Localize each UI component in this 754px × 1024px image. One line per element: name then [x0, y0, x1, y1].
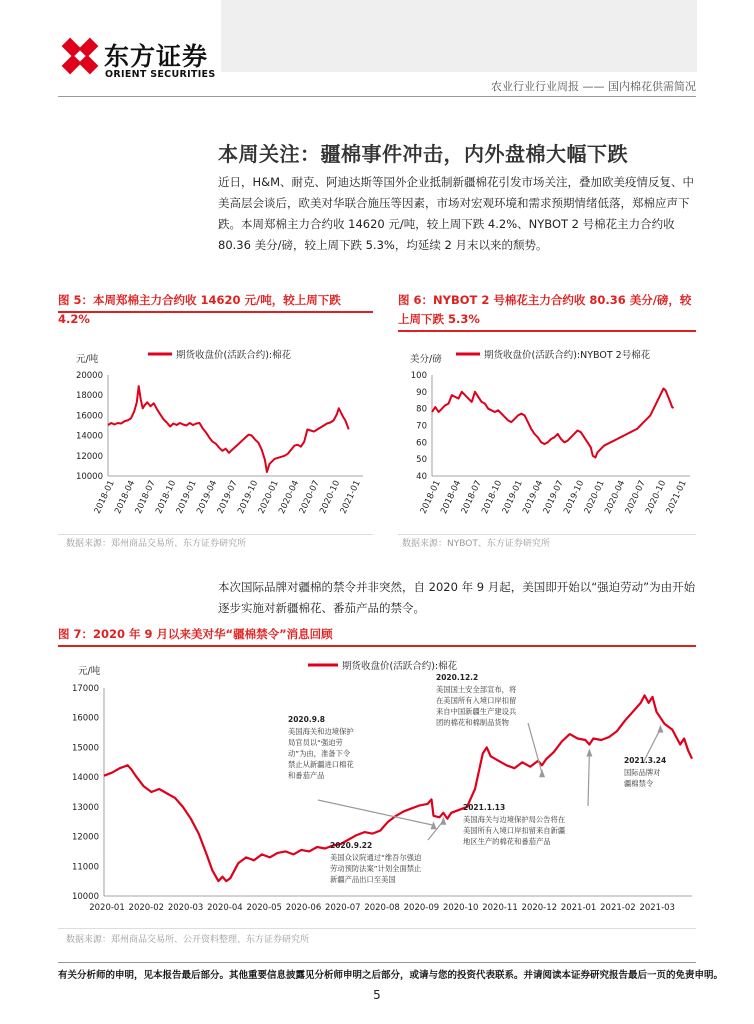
x-tick-label: 2019-10 — [236, 479, 261, 516]
x-tick-label: 2020-12 — [521, 903, 558, 913]
logo-english-name: ORIENT SECURITIES — [105, 69, 216, 80]
x-tick-label: 2020-04 — [603, 479, 628, 516]
x-tick-label: 2019-04 — [195, 479, 220, 516]
annotation-text: 劳动预防法案”计划全面禁止 — [330, 864, 422, 873]
x-tick-label: 2020-01 — [89, 903, 125, 913]
fig7-chart — [58, 650, 696, 922]
x-tick-label: 2020-06 — [285, 903, 322, 913]
annotation-text: 动”为由，准备下令 — [288, 749, 351, 758]
x-tick-label: 2018-04 — [439, 479, 464, 516]
x-tick-label: 2020-10 — [318, 479, 343, 516]
x-tick-label: 2018-10 — [154, 479, 179, 516]
annotation-arrow-head — [657, 725, 663, 733]
annotation-text: 在美国所有入境口岸扣留 — [436, 696, 517, 705]
annotation-text: 美国众议院通过“维吾尔强迫 — [330, 853, 422, 862]
logo-chinese-name: 东方证券 — [104, 42, 209, 71]
y-tick-label: 14000 — [71, 773, 99, 784]
y-tick-label: 12000 — [75, 451, 103, 462]
footer-disclaimer: 有关分析师的申明，见本报告最后部分。其他重要信息披露见分析师申明之后部分，或请与您的投资代表联系。并请阅读本证券研究报告最后一页的免责申明。 — [58, 970, 724, 981]
annotation-text: 美国海关和边境保护 — [288, 727, 354, 736]
x-tick-label: 2018-01 — [418, 479, 443, 516]
y-tick-label: 13000 — [71, 802, 99, 813]
x-tick-label: 2020-03 — [167, 903, 204, 913]
annotation-arrow-head — [586, 748, 592, 756]
footer-divider — [58, 962, 696, 963]
section-title: 本周关注：疆棉事件冲击，内外盘棉大幅下跌 — [218, 142, 628, 166]
fig6-source: 数据来源：NYBOT、东方证券研究所 — [402, 539, 550, 549]
x-tick-label: 2019-10 — [562, 479, 587, 516]
annotation-text: 美国所有入境口岸扣留来自新疆 — [463, 826, 566, 835]
fig7-legend-label: 期货收盘价(活跃合约):棉花 — [342, 661, 458, 672]
page-number: 5 — [373, 988, 381, 1002]
x-tick-label: 2020-09 — [403, 903, 440, 913]
fig7-rule — [58, 645, 696, 647]
x-tick-label: 2018-07 — [459, 479, 484, 516]
x-tick-label: 2020-10 — [644, 479, 669, 516]
x-tick-label: 2019-01 — [500, 479, 525, 516]
x-tick-label: 2020-10 — [442, 903, 479, 913]
x-tick-label: 2020-08 — [364, 903, 400, 913]
annotation-text: 美国国土安全部宣布，将 — [436, 685, 517, 694]
x-tick-label: 2020-07 — [623, 479, 648, 516]
y-tick-label: 15000 — [71, 743, 99, 754]
x-tick-label: 2021-02 — [600, 903, 636, 913]
x-tick-label: 2020-07 — [297, 479, 322, 516]
annotation-text: 地区生产的棉花和番茄产品 — [463, 837, 551, 846]
fig5-source: 数据来源：郑州商品交易所、东方证券研究所 — [66, 539, 247, 549]
x-tick-label: 2020-01 — [256, 479, 281, 516]
series-line — [108, 386, 349, 472]
header-banner — [221, 0, 697, 72]
x-tick-label: 2021-01 — [338, 479, 363, 516]
annotation-text: 国际品牌对 — [624, 768, 661, 777]
annotation-text: 疆棉禁令 — [624, 779, 654, 788]
y-tick-label: 14000 — [75, 431, 103, 442]
y-tick-label: 10000 — [75, 472, 103, 482]
annotation-arrow-head — [440, 817, 446, 825]
x-tick-label: 2020-11 — [482, 903, 518, 913]
fig7-source: 数据来源：郑州商品交易所、公开资料整理、东方证券研究所 — [66, 935, 310, 945]
fig5-title: 图 5：本周郑棉主力合约收 14620 元/吨，较上周下跌 4.2% — [58, 293, 341, 326]
header-divider — [58, 96, 696, 97]
x-tick-label: 2020-02 — [128, 903, 165, 913]
report-type: 农业行业行业周报 —— 国内棉花供需简况 — [491, 80, 696, 93]
series-line — [432, 389, 674, 458]
x-tick-label: 2020-01 — [582, 479, 607, 516]
x-tick-label: 2019-04 — [521, 479, 546, 516]
fig7-title: 图 7：2020 年 9 月以来美对华“疆棉禁令”消息回顾 — [58, 627, 333, 641]
x-tick-label: 2019-07 — [541, 479, 566, 516]
y-tick-label: 90 — [416, 387, 427, 398]
fig5-chart — [58, 330, 373, 530]
annotation-date: 2021.1.13 — [463, 803, 506, 812]
y-tick-label: 60 — [416, 438, 427, 449]
annotation-text: 禁止从新疆进口棉花 — [288, 760, 354, 769]
fig7-source-rule — [58, 928, 696, 929]
fig5-y-unit: 元/吨 — [76, 354, 99, 365]
y-tick-label: 20000 — [75, 371, 103, 381]
annotation-arrow — [588, 752, 589, 806]
intro-paragraph: 近日，H&M、耐克、阿迪达斯等国外企业抵制新疆棉花引发市场关注，叠加欧美疫情反复、中美高层会谈后，欧美对华联合施压等因素，市场对宏观环境和需求预期情绪低落，郑棉应声下跌。本周郑棉主力合约收 14620 元/吨，较上周下跌 4.2%、NYBOT 2 号棉花主力合约收 80.36 美分/磅，较上周下跌 5.3%，均延续 2 月末以来的颓势。 — [218, 175, 695, 252]
y-tick-label: 70 — [416, 421, 427, 432]
x-tick-label: 2021-01 — [664, 479, 689, 516]
x-tick-label: 2018-01 — [92, 479, 117, 516]
y-tick-label: 50 — [416, 455, 427, 466]
fig6-source-rule — [398, 534, 696, 535]
annotation-arrow-head — [539, 769, 545, 777]
fig6-title: 图 6：NYBOT 2 号棉花主力合约收 80.36 美分/磅，较上周下跌 5.3% — [398, 293, 692, 326]
y-tick-label: 12000 — [71, 832, 99, 843]
fig5-rule — [58, 311, 373, 313]
x-tick-label: 2020-04 — [207, 903, 243, 913]
x-tick-label: 2018-04 — [113, 479, 138, 516]
annotation-date: 2020.12.2 — [436, 673, 479, 682]
ban-paragraph: 本次国际品牌对疆棉的禁令并非突然，自 2020 年 9 月起，美国即开始以“强迫劳动”为由开始逐步实施对新疆棉花、番茄产品的禁令。 — [218, 580, 696, 615]
orient-securities-logo-icon — [58, 34, 102, 78]
y-tick-label: 16000 — [71, 713, 99, 724]
annotation-text: 团的棉花和棉制品货物 — [436, 718, 509, 727]
x-tick-label: 2020-07 — [325, 903, 361, 913]
x-tick-label: 2021-03 — [639, 903, 675, 913]
fig6-legend-label: 期货收盘价(活跃合约):NYBOT 2号棉花 — [484, 350, 651, 361]
fig7-y-unit: 元/吨 — [78, 666, 101, 677]
annotation-text: 和番茄产品 — [288, 771, 325, 780]
y-tick-label: 17000 — [71, 684, 99, 694]
annotation-date: 2020.9.8 — [288, 715, 326, 724]
fig6-chart — [398, 340, 696, 530]
y-tick-label: 40 — [416, 472, 427, 482]
y-tick-label: 18000 — [75, 391, 103, 402]
annotation-date: 2020.9.22 — [330, 841, 373, 850]
y-tick-label: 10000 — [71, 892, 99, 902]
fig5-legend-label: 期货收盘价(活跃合约):棉花 — [176, 350, 292, 361]
x-tick-label: 2019-07 — [215, 479, 240, 516]
annotation-text: 局官员以“强迫劳 — [288, 738, 343, 747]
annotation-text: 来自中国新疆生产建设兵 — [436, 707, 517, 716]
annotation-date: 2021.3.24 — [624, 756, 667, 765]
fig6-rule — [398, 330, 696, 332]
x-tick-label: 2021-01 — [560, 903, 597, 913]
x-tick-label: 2020-05 — [246, 903, 282, 913]
y-tick-label: 16000 — [75, 411, 103, 422]
annotation-arrow — [318, 800, 434, 825]
fig5-source-rule — [58, 534, 373, 535]
annotation-text: 美国海关与边境保护局公告将在 — [463, 815, 566, 824]
x-tick-label: 2020-04 — [277, 479, 302, 516]
y-tick-label: 11000 — [71, 862, 99, 873]
y-tick-label: 80 — [416, 404, 427, 415]
y-tick-label: 100 — [410, 371, 427, 381]
x-tick-label: 2018-10 — [480, 479, 505, 516]
x-tick-label: 2018-07 — [133, 479, 158, 516]
annotation-text: 新疆产品出口至美国 — [330, 875, 396, 884]
fig6-y-unit: 美分/磅 — [410, 354, 442, 365]
x-tick-label: 2019-01 — [174, 479, 199, 516]
